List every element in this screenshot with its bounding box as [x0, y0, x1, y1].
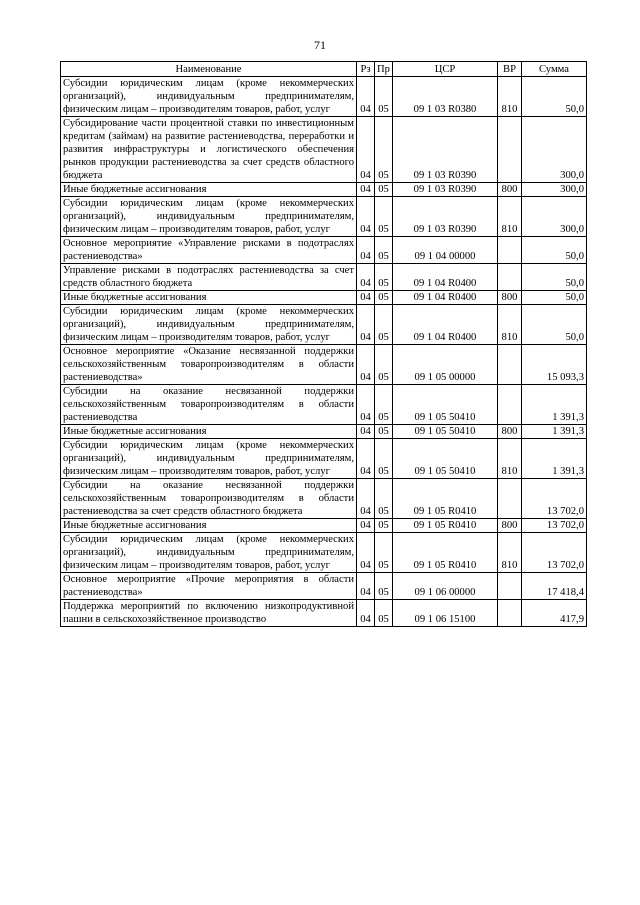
row-vr: 810: [498, 439, 522, 479]
header-vr: ВР: [498, 62, 522, 77]
row-name: Субсидии на оказание несвязанной поддержки сельскохозяйственным товаропроизводителям в области растениеводства за счет средств областного бюджета: [61, 479, 357, 519]
row-name: Иные бюджетные ассигнования: [61, 425, 357, 439]
row-vr: [498, 479, 522, 519]
row-rz: 04: [357, 425, 375, 439]
row-sum: 1 391,3: [522, 439, 587, 479]
row-sum: 50,0: [522, 305, 587, 345]
row-rz: 04: [357, 305, 375, 345]
table-row: [61, 305, 587, 345]
budget-table: [60, 61, 587, 627]
row-vr: [498, 237, 522, 264]
row-sum: 13 702,0: [522, 479, 587, 519]
row-rz: 04: [357, 439, 375, 479]
row-name: Поддержка мероприятий по включению низкопродуктивной пашни в сельскохозяйственное производство: [61, 600, 357, 627]
header-rz: Рз: [357, 62, 375, 77]
row-csr: 09 1 03 R0380: [393, 77, 498, 117]
row-csr: 09 1 05 50410: [393, 439, 498, 479]
table-row: [61, 237, 587, 264]
row-name: Иные бюджетные ассигнования: [61, 291, 357, 305]
row-csr: 09 1 05 50410: [393, 385, 498, 425]
row-csr: 09 1 03 R0390: [393, 197, 498, 237]
row-pr: 05: [375, 183, 393, 197]
row-vr: 810: [498, 197, 522, 237]
row-csr: 09 1 04 R0400: [393, 291, 498, 305]
table-row: [61, 264, 587, 291]
row-vr: 810: [498, 305, 522, 345]
table-row: [61, 479, 587, 519]
table-row: [61, 573, 587, 600]
table-row: [61, 519, 587, 533]
row-vr: [498, 345, 522, 385]
row-rz: 04: [357, 237, 375, 264]
row-sum: 13 702,0: [522, 533, 587, 573]
table-row: [61, 385, 587, 425]
row-rz: 04: [357, 600, 375, 627]
page-number: 71: [314, 38, 326, 52]
row-pr: 05: [375, 439, 393, 479]
row-sum: 13 702,0: [522, 519, 587, 533]
row-pr: 05: [375, 197, 393, 237]
row-name: Субсидирование части процентной ставки по инвестиционным кредитам (займам) на развитие растениеводства, переработки и развития инфраструктуры и логистического обеспечения рынков продукции растениеводства за счет средств областного бюджета: [61, 117, 357, 183]
row-vr: [498, 600, 522, 627]
table-header: [61, 62, 587, 77]
row-rz: 04: [357, 197, 375, 237]
row-vr: [498, 264, 522, 291]
row-vr: 800: [498, 519, 522, 533]
row-pr: 05: [375, 600, 393, 627]
row-csr: 09 1 05 00000: [393, 345, 498, 385]
row-name: Иные бюджетные ассигнования: [61, 183, 357, 197]
row-vr: 810: [498, 533, 522, 573]
table-row: [61, 183, 587, 197]
row-sum: 300,0: [522, 183, 587, 197]
row-pr: 05: [375, 264, 393, 291]
row-csr: 09 1 06 00000: [393, 573, 498, 600]
row-csr: 09 1 05 50410: [393, 425, 498, 439]
row-sum: 50,0: [522, 77, 587, 117]
row-sum: 417,9: [522, 600, 587, 627]
row-rz: 04: [357, 385, 375, 425]
row-name: Основное мероприятие «Прочие мероприятия в области растениеводства»: [61, 573, 357, 600]
row-csr: 09 1 04 R0400: [393, 305, 498, 345]
row-name: Субсидии юридическим лицам (кроме некоммерческих организаций), индивидуальным предпринимателям, физическим лицам – производителям товаров, работ, услуг: [61, 197, 357, 237]
row-vr: 810: [498, 77, 522, 117]
row-vr: 800: [498, 183, 522, 197]
table-row: [61, 600, 587, 627]
row-sum: 15 093,3: [522, 345, 587, 385]
row-pr: 05: [375, 519, 393, 533]
row-pr: 05: [375, 533, 393, 573]
table-row: [61, 197, 587, 237]
row-rz: 04: [357, 479, 375, 519]
row-name: Субсидии юридическим лицам (кроме некоммерческих организаций), индивидуальным предпринимателям, физическим лицам – производителям товаров, работ, услуг: [61, 439, 357, 479]
row-pr: 05: [375, 573, 393, 600]
header-pr: Пр: [375, 62, 393, 77]
row-vr: [498, 385, 522, 425]
row-pr: 05: [375, 77, 393, 117]
row-name: Иные бюджетные ассигнования: [61, 519, 357, 533]
row-rz: 04: [357, 117, 375, 183]
row-sum: 300,0: [522, 117, 587, 183]
row-rz: 04: [357, 533, 375, 573]
header-sum: Сумма: [522, 62, 587, 77]
table-row: [61, 291, 587, 305]
row-csr: 09 1 04 R0400: [393, 264, 498, 291]
row-rz: 04: [357, 345, 375, 385]
table-row: [61, 345, 587, 385]
row-rz: 04: [357, 264, 375, 291]
row-csr: 09 1 05 R0410: [393, 519, 498, 533]
row-sum: 17 418,4: [522, 573, 587, 600]
row-rz: 04: [357, 77, 375, 117]
row-name: Управление рисками в подотраслях растениеводства за счет средств областного бюджета: [61, 264, 357, 291]
table-row: [61, 77, 587, 117]
row-sum: 50,0: [522, 291, 587, 305]
row-pr: 05: [375, 479, 393, 519]
row-pr: 05: [375, 305, 393, 345]
row-rz: 04: [357, 183, 375, 197]
table-row: [61, 117, 587, 183]
row-pr: 05: [375, 291, 393, 305]
header-name: Наименование: [61, 62, 357, 77]
table-row: [61, 533, 587, 573]
table-row: [61, 425, 587, 439]
row-name: Субсидии на оказание несвязанной поддержки сельскохозяйственным товаропроизводителям в области растениеводства: [61, 385, 357, 425]
row-vr: [498, 573, 522, 600]
row-sum: 50,0: [522, 264, 587, 291]
row-sum: 50,0: [522, 237, 587, 264]
row-pr: 05: [375, 117, 393, 183]
row-rz: 04: [357, 573, 375, 600]
row-name: Субсидии юридическим лицам (кроме некоммерческих организаций), индивидуальным предпринимателям, физическим лицам – производителям товаров, работ, услуг: [61, 77, 357, 117]
row-vr: 800: [498, 291, 522, 305]
row-name: Субсидии юридическим лицам (кроме некоммерческих организаций), индивидуальным предпринимателям, физическим лицам – производителям товаров, работ, услуг: [61, 533, 357, 573]
row-sum: 1 391,3: [522, 385, 587, 425]
row-pr: 05: [375, 345, 393, 385]
row-pr: 05: [375, 237, 393, 264]
row-name: Субсидии юридическим лицам (кроме некоммерческих организаций), индивидуальным предпринимателям, физическим лицам – производителям товаров, работ, услуг: [61, 305, 357, 345]
row-name: Основное мероприятие «Управление рисками в подотраслях растениеводства»: [61, 237, 357, 264]
row-sum: 1 391,3: [522, 425, 587, 439]
table-row: [61, 439, 587, 479]
row-csr: 09 1 03 R0390: [393, 117, 498, 183]
row-vr: 800: [498, 425, 522, 439]
table-body: [61, 77, 587, 627]
row-csr: 09 1 06 15100: [393, 600, 498, 627]
row-csr: 09 1 05 R0410: [393, 479, 498, 519]
row-rz: 04: [357, 291, 375, 305]
row-vr: [498, 117, 522, 183]
row-csr: 09 1 04 00000: [393, 237, 498, 264]
row-csr: 09 1 03 R0390: [393, 183, 498, 197]
header-csr: ЦСР: [393, 62, 498, 77]
row-rz: 04: [357, 519, 375, 533]
row-sum: 300,0: [522, 197, 587, 237]
row-csr: 09 1 05 R0410: [393, 533, 498, 573]
row-name: Основное мероприятие «Оказание несвязанной поддержки сельскохозяйственным товаропроизводителям в области растениеводства»: [61, 345, 357, 385]
row-pr: 05: [375, 425, 393, 439]
row-pr: 05: [375, 385, 393, 425]
